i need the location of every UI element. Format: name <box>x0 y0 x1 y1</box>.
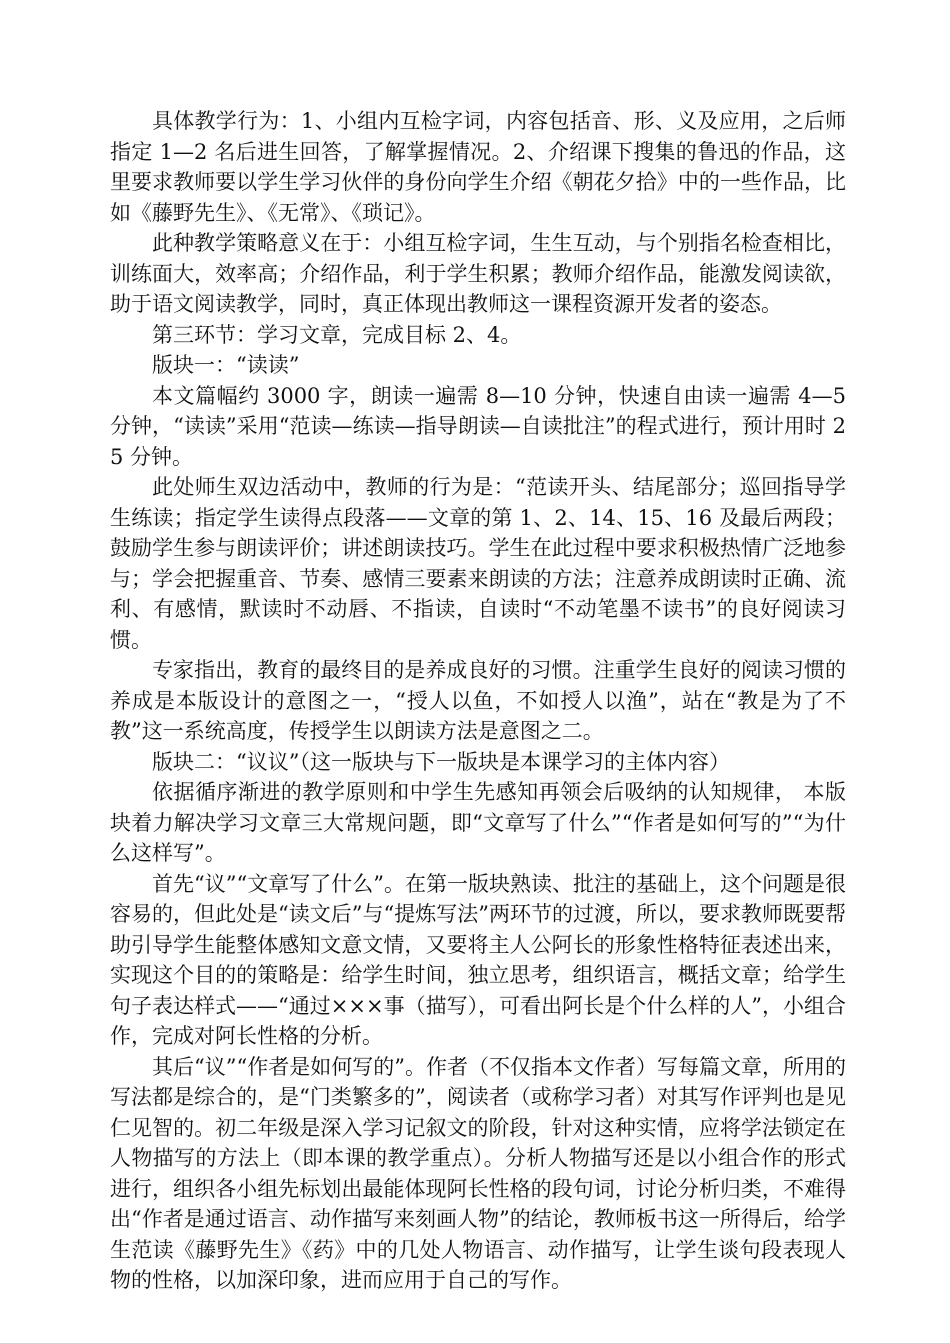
paragraph-principles: 依据循序渐进的教学原则和中学生先感知再领会后吸纳的认知规律， 本版块着力解决学习文章三大常规问题，即“文章写了什么”“作者是如何写的”“为什么这样写”。 <box>110 780 846 865</box>
paragraph-first-discussion: 首先“议”“文章写了什么”。在第一版块熟读、批注的基础上，这个问题是很容易的，但此处是“读文后”与“提炼写法”两环节的过渡，所以，要求教师既要帮助引导学生能整体感知文意文情，又要将主人公阿长的形象性格特征表述出来，实现这个目的的策略是：给学生时间，独立思考，组织语言，概括文章；给学生句子表达样式——“通过×××事（描写），可看出阿长是个什么样的人”，小组合作，完成对阿长性格的分析。 <box>110 871 846 1048</box>
paragraph-teaching-behavior: 具体教学行为：1、小组内互检字词，内容包括音、形、义及应用，之后师指定 1—2 名后进生回答，了解掌握情况。2、介绍课下搜集的鲁迅的作品，这里要求教师要以学生学习伙伴的身份向学生介绍《朝花夕拾》中的一些作品，比如《藤野先生》、《无常》、《琐记》。 <box>110 109 846 225</box>
paragraph-section-two-heading: 版块二：“议议”（这一版块与下一版块是本课学习的主体内容） <box>152 749 730 774</box>
paragraph-expert-opinion: 专家指出，教育的最终目的是养成良好的习惯。注重学生良好的阅读习惯的养成是本版设计的意图之一，“授人以鱼，不如授人以渔”，站在“教是为了不教”这一系统高度，传授学生以朗读方法是意图之二。 <box>110 658 846 743</box>
paragraph-third-stage-heading: 第三环节：学习文章，完成目标 2、4。 <box>152 322 522 347</box>
paragraph-reading-time: 本文篇幅约 3000 字，朗读一遍需 8—10 分钟，快速自由读一遍需 4—5 分钟，“读读”采用“范读—练读—指导朗读—自读批注”的程式进行，预计用时 25 分钟。 <box>110 383 846 469</box>
paragraph-section-one-heading: 版块一：“读读” <box>152 353 300 377</box>
paragraph-strategy-meaning: 此种教学策略意义在于：小组互检字词，生生互动，与个别指名检查相比，训练面大，效率高；介绍作品，利于学生积累；教师介绍作品，能激发阅读欲，助于语文阅读教学，同时，真正体现出教师这一课程资源开发者的姿态。 <box>110 231 846 316</box>
paragraph-teacher-student-activity: 此处师生双边活动中，教师的行为是：“范读开头、结尾部分；巡回指导学生练读；指定学生读得点段落——文章的第 1、2、14、15、16 及最后两段；鼓励学生参与朗读评价；讲述朗读技巧。学生在此过程中要求积极热情广泛地参与；学会把握重音、节奏、感情三要素来朗读的方法；注意养成朗读时正确、流利、有感情，默读时不动唇、不指读，自读时“不动笔墨不读书”的良好阅读习惯。 <box>110 475 846 652</box>
document-page <box>110 106 846 1296</box>
paragraph-second-discussion: 其后“议”“作者是如何写的”。作者（不仅指本文作者）写每篇文章，所用的写法都是综合的，是“门类繁多的”，阅读者（或称学习者）对其写作评判也是见仁见智的。初二年级是深入学习记叙文的阶段，针对这种实情，应将学法锁定在人物描写的方法上（即本课的教学重点）。分析人物描写还是以小组合作的形式进行，组织各小组先标划出最能体现阿长性格的段句词，讨论分析归类，不难得出“作者是通过语言、动作描写来刻画人物”的结论，教师板书这一所得后，给学生范读《藤野先生》《药》中的几处人物语言、动作描写，让学生谈句段表现人物的性格，以加深印象，进而应用于自己的写作。 <box>110 1054 846 1292</box>
